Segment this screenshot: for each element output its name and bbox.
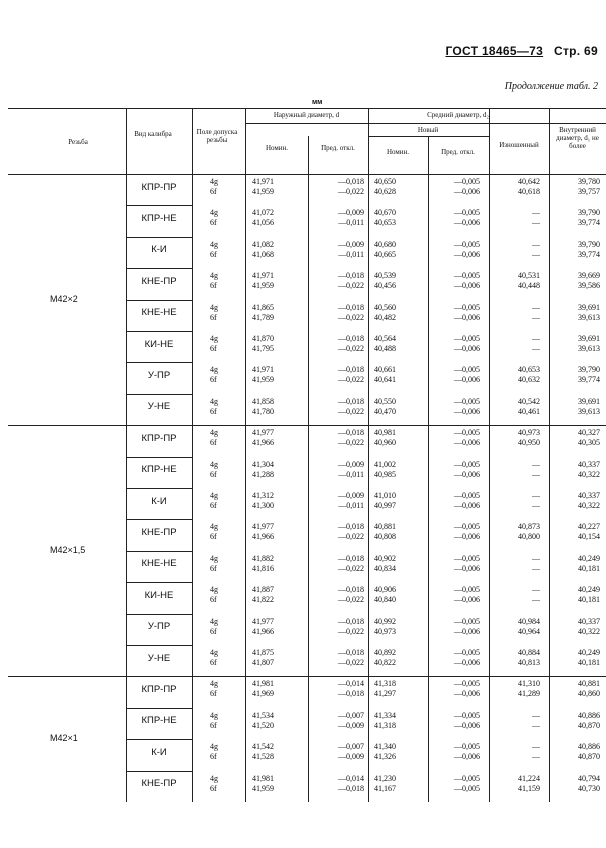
tolerance-field: 4g 6f	[210, 742, 218, 762]
pitch-diameter-worn: — —	[532, 491, 540, 510]
inner-diameter: 40,337 40,322	[578, 491, 600, 510]
pitch-diameter-deviation: —0,005 —0,006	[454, 271, 480, 291]
tolerance-field: 4g 6f	[210, 553, 218, 573]
pitch-diameter-nominal: 40,992 40,973	[374, 616, 396, 636]
gauge-type: К-И	[151, 244, 167, 256]
col-thread-header: Резьба	[68, 138, 88, 146]
outer-diameter-deviation: —0,009 —0,011	[338, 208, 364, 228]
outer-diameter-deviation: —0,018 —0,022	[338, 522, 364, 542]
outer-diameter-deviation: —0,018 —0,022	[338, 616, 364, 636]
pitch-diameter-worn: 41,310 41,289	[518, 679, 540, 699]
pitch-diameter-deviation: —0,005 —0,006	[454, 648, 480, 667]
inner-diameter: 40,227 40,154	[578, 522, 600, 542]
outer-diameter-nominal: 41,858 41,780	[252, 396, 274, 416]
gauge-type: У-ПР	[147, 369, 171, 381]
continuation-note: Продолжение табл. 2	[504, 81, 598, 92]
gauge-type: КНЕ-ПР	[141, 526, 177, 538]
pitch-diameter-deviation: —0,005 —0,006	[454, 396, 480, 416]
pitch-diameter-deviation: —0,005 —0,005	[454, 773, 480, 793]
outer-diameter-deviation: —0,018 —0,022	[338, 648, 364, 667]
outer-diameter-nominal: 41,887 41,822	[252, 585, 274, 605]
outer-diameter-nominal: 41,977 41,966	[252, 428, 274, 448]
pitch-diameter-deviation: —0,005 —0,006	[454, 585, 480, 605]
pitch-diameter-worn: 40,653 40,632	[518, 365, 540, 385]
data-table	[8, 108, 606, 848]
outer-diameter-nominal: 41,981 41,969	[252, 679, 274, 699]
outer-diameter-deviation: —0,018 —0,022	[338, 553, 364, 573]
pitch-diameter-worn: 40,984 40,964	[518, 616, 540, 636]
gauge-type: КПР-ПР	[141, 181, 177, 193]
inner-diameter: 40,249 40,181	[578, 648, 600, 667]
inner-diameter: 40,337 40,322	[578, 616, 600, 636]
tolerance-field: 4g 6f	[210, 459, 218, 479]
pitch-diameter-deviation: —0,005 —0,006	[454, 742, 480, 762]
inner-diameter: 40,794 40,730	[578, 773, 600, 793]
inner-diameter: 39,790 39,774	[578, 208, 600, 228]
pitch-diameter-nominal: 41,230 41,167	[374, 773, 396, 793]
page-header	[445, 44, 598, 58]
pitch-diameter-worn: — —	[532, 585, 540, 605]
outer-diameter-deviation: —0,009 —0,011	[338, 459, 364, 479]
pitch-diameter-nominal: 40,670 40,653	[374, 208, 396, 228]
outer-diameter-deviation: —0,018 —0,022	[338, 365, 364, 385]
pitch-diameter-nominal: 40,564 40,488	[374, 334, 396, 353]
pitch-diameter-worn: — —	[532, 334, 540, 353]
outer-diameter-nominal: 41,082 41,068	[252, 239, 274, 259]
pitch-diameter-deviation: —0,005 —0,006	[454, 553, 480, 573]
col-outer-nominal: Номин.	[265, 144, 289, 152]
pitch-diameter-deviation: —0,005 —0,006	[454, 616, 480, 636]
unit-label: мм	[312, 99, 323, 106]
tolerance-field: 4g 6f	[210, 491, 218, 510]
outer-diameter-deviation: —0,018 —0,022	[338, 302, 364, 322]
outer-diameter-nominal: 41,882 41,816	[252, 553, 274, 573]
outer-diameter-nominal: 41,865 41,789	[252, 302, 274, 322]
tolerance-field: 4g 6f	[210, 396, 218, 416]
col-pitch-diameter-header: Средний диаметр, d₂	[427, 111, 489, 119]
outer-diameter-nominal: 41,870 41,795	[252, 334, 274, 353]
col-new-header: Новый	[417, 126, 439, 134]
pitch-diameter-nominal: 41,002 40,985	[374, 459, 396, 479]
outer-diameter-nominal: 41,971 41,959	[252, 271, 274, 291]
pitch-diameter-deviation: —0,005 —0,006	[454, 710, 480, 730]
pitch-diameter-worn: 41,224 41,159	[518, 773, 540, 793]
pitch-diameter-nominal: 40,650 40,628	[374, 177, 396, 196]
pitch-diameter-nominal: 40,550 40,470	[374, 396, 396, 416]
outer-diameter-nominal: 41,304 41,288	[252, 459, 274, 479]
pitch-diameter-worn: 40,542 40,461	[518, 396, 540, 416]
inner-diameter: 40,337 40,322	[578, 459, 600, 479]
pitch-diameter-deviation: —0,005 —0,006	[454, 208, 480, 228]
tolerance-field: 4g 6f	[210, 428, 218, 448]
pitch-diameter-worn: — —	[532, 553, 540, 573]
pitch-diameter-deviation: —0,005 —0,006	[454, 522, 480, 542]
tolerance-field: 4g 6f	[210, 271, 218, 291]
gauge-type: КПР-ПР	[141, 683, 177, 695]
gauge-type: У-ПР	[147, 621, 171, 633]
gauge-type: КНЕ-НЕ	[141, 558, 177, 570]
tolerance-field: 4g 6f	[210, 239, 218, 259]
pitch-diameter-worn: 40,531 40,448	[518, 271, 540, 291]
pitch-diameter-deviation: —0,005 —0,006	[454, 428, 480, 448]
pitch-diameter-nominal: 40,981 40,960	[374, 428, 396, 448]
outer-diameter-deviation: —0,018 —0,022	[338, 334, 364, 353]
pitch-diameter-nominal: 40,539 40,456	[374, 271, 396, 291]
gauge-type: У-НЕ	[147, 401, 171, 413]
inner-diameter: 39,780 39,757	[578, 177, 600, 196]
tolerance-field: 4g 6f	[210, 648, 218, 667]
inner-diameter: 39,790 39,774	[578, 365, 600, 385]
tolerance-field: 4g 6f	[210, 679, 218, 699]
outer-diameter-nominal: 41,875 41,807	[252, 648, 274, 667]
pitch-diameter-nominal: 40,892 40,822	[374, 648, 396, 667]
outer-diameter-nominal: 41,977 41,966	[252, 616, 274, 636]
outer-diameter-nominal: 41,981 41,959	[252, 773, 274, 793]
col-outer-diameter-header: Наружный диаметр, d	[273, 111, 340, 119]
gauge-type: У-НЕ	[147, 652, 171, 664]
outer-diameter-deviation: —0,007 —0,009	[338, 742, 364, 762]
tolerance-field: 4g 6f	[210, 773, 218, 793]
col-inner-diameter-header: Внутренний диаметр, d₁ не более	[556, 126, 599, 150]
pitch-diameter-nominal: 40,661 40,641	[374, 365, 396, 385]
inner-diameter: 39,790 39,774	[578, 239, 600, 259]
outer-diameter-nominal: 41,977 41,966	[252, 522, 274, 542]
gauge-type: КНЕ-ПР	[141, 275, 177, 287]
gauge-type: К-И	[151, 746, 167, 758]
pitch-diameter-worn: — —	[532, 208, 540, 228]
tolerance-field: 4g 6f	[210, 334, 218, 353]
inner-diameter: 40,249 40,181	[578, 585, 600, 605]
outer-diameter-deviation: —0,009 —0,011	[338, 491, 364, 510]
col-tolerance-header: Поле допуска резьбы	[196, 128, 238, 144]
gauge-type: КПР-ПР	[141, 432, 177, 444]
pitch-diameter-worn: 40,973 40,950	[518, 428, 540, 448]
outer-diameter-deviation: —0,018 —0,022	[338, 585, 364, 605]
outer-diameter-nominal: 41,971 41,959	[252, 365, 274, 385]
pitch-diameter-deviation: —0,005 —0,006	[454, 334, 480, 353]
outer-diameter-nominal: 41,971 41,959	[252, 177, 274, 196]
inner-diameter: 40,886 40,870	[578, 710, 600, 730]
outer-diameter-deviation: —0,014 —0,018	[338, 679, 364, 699]
pitch-diameter-deviation: —0,005 —0,006	[454, 491, 480, 510]
page-number: Стр. 69	[554, 44, 598, 58]
pitch-diameter-deviation: —0,005 —0,006	[454, 365, 480, 385]
inner-diameter: 40,249 40,181	[578, 553, 600, 573]
thread-designation: M42×1,5	[50, 544, 86, 555]
pitch-diameter-deviation: —0,005 —0,006	[454, 459, 480, 479]
thread-designation: M42×2	[50, 293, 78, 304]
pitch-diameter-nominal: 41,318 41,297	[374, 679, 396, 699]
tolerance-field: 4g 6f	[210, 302, 218, 322]
gauge-type: КНЕ-ПР	[141, 778, 177, 790]
inner-diameter: 39,691 39,613	[578, 396, 600, 416]
gauge-type: КИ-НЕ	[144, 338, 174, 350]
inner-diameter: 39,691 39,613	[578, 334, 600, 353]
tolerance-field: 4g 6f	[210, 177, 218, 196]
inner-diameter: 40,327 40,305	[578, 428, 600, 448]
col-pitch-nominal: Номин.	[386, 148, 410, 156]
gauge-type: КПР-НЕ	[141, 212, 177, 224]
outer-diameter-deviation: —0,018 —0,022	[338, 177, 364, 196]
pitch-diameter-nominal: 40,906 40,840	[374, 585, 396, 605]
outer-diameter-nominal: 41,534 41,520	[252, 710, 274, 730]
outer-diameter-deviation: —0,009 —0,011	[338, 239, 364, 259]
pitch-diameter-nominal: 41,340 41,326	[374, 742, 396, 762]
pitch-diameter-nominal: 41,334 41,318	[374, 710, 396, 730]
gauge-type: КПР-НЕ	[141, 715, 177, 727]
inner-diameter: 39,669 39,586	[578, 271, 600, 291]
pitch-diameter-worn: — —	[532, 710, 540, 730]
gauge-type: К-И	[151, 495, 167, 507]
thread-designation: M42×1	[50, 733, 78, 744]
pitch-diameter-worn: 40,884 40,813	[518, 648, 540, 667]
pitch-diameter-deviation: —0,005 —0,006	[454, 302, 480, 322]
tolerance-field: 4g 6f	[210, 208, 218, 228]
tolerance-field: 4g 6f	[210, 522, 218, 542]
pitch-diameter-deviation: —0,005 —0,006	[454, 177, 480, 196]
inner-diameter: 39,691 39,613	[578, 302, 600, 322]
outer-diameter-deviation: —0,018 —0,022	[338, 271, 364, 291]
pitch-diameter-worn: — —	[532, 742, 540, 762]
col-pitch-dev: Пред. откл.	[441, 148, 475, 156]
inner-diameter: 40,881 40,860	[578, 679, 600, 699]
pitch-diameter-nominal: 40,680 40,665	[374, 239, 396, 259]
outer-diameter-nominal: 41,542 41,528	[252, 742, 274, 762]
pitch-diameter-deviation: —0,005 —0,006	[454, 679, 480, 699]
inner-diameter: 40,886 40,870	[578, 742, 600, 762]
pitch-diameter-worn: — —	[532, 302, 540, 322]
pitch-diameter-nominal: 40,881 40,808	[374, 522, 396, 542]
gauge-type: КПР-НЕ	[141, 464, 177, 476]
gauge-type: КНЕ-НЕ	[141, 307, 177, 319]
gauge-type: КИ-НЕ	[144, 589, 174, 601]
col-worn-header: Изношенный	[499, 141, 539, 149]
standard-title: ГОСТ 18465—73	[445, 44, 544, 58]
tolerance-field: 4g 6f	[210, 365, 218, 385]
col-gauge-header: Вид калибра	[134, 130, 172, 138]
outer-diameter-deviation: —0,007 —0,009	[338, 710, 364, 730]
pitch-diameter-nominal: 41,010 40,997	[374, 491, 396, 510]
pitch-diameter-deviation: —0,005 —0,006	[454, 239, 480, 259]
outer-diameter-nominal: 41,312 41,300	[252, 491, 274, 510]
pitch-diameter-worn: 40,873 40,800	[518, 522, 540, 542]
outer-diameter-deviation: —0,018 —0,022	[338, 396, 364, 416]
tolerance-field: 4g 6f	[210, 710, 218, 730]
tolerance-field: 4g 6f	[210, 616, 218, 636]
pitch-diameter-nominal: 40,902 40,834	[374, 553, 396, 573]
pitch-diameter-worn: 40,642 40,618	[518, 177, 540, 196]
tolerance-field: 4g 6f	[210, 585, 218, 605]
outer-diameter-nominal: 41,072 41,056	[252, 208, 274, 228]
pitch-diameter-nominal: 40,560 40,482	[374, 302, 396, 322]
pitch-diameter-worn: — —	[532, 459, 540, 479]
col-outer-dev: Пред. откл.	[321, 144, 355, 152]
outer-diameter-deviation: —0,014 —0,018	[338, 773, 364, 793]
outer-diameter-deviation: —0,018 —0,022	[338, 428, 364, 448]
pitch-diameter-worn: — —	[532, 239, 540, 259]
